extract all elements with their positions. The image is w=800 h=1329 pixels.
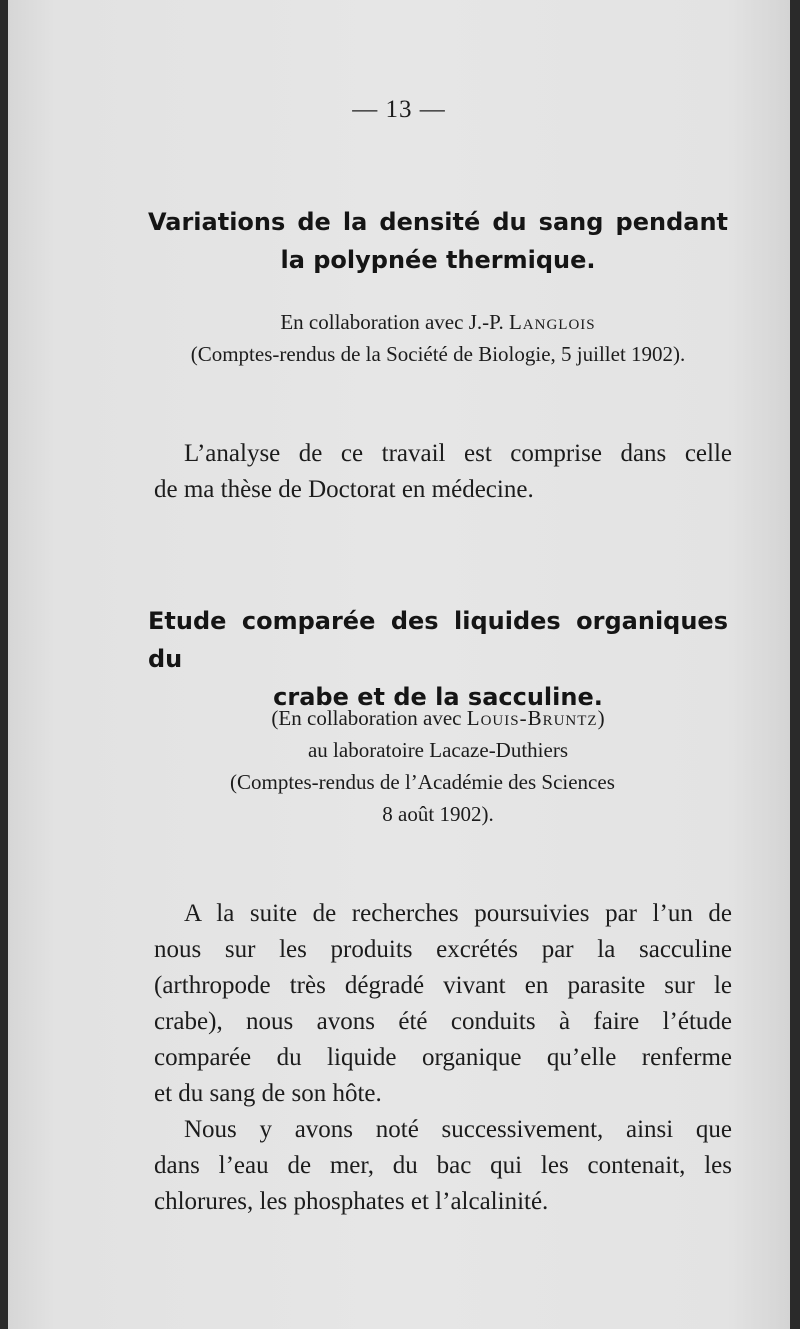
- section2-p1-line: nous sur les produits excrétés par la sacculine: [154, 936, 732, 963]
- section1-title-line1: Variations de la densité du sang pendant: [148, 208, 728, 236]
- section2-lab: au laboratoire Lacaze-Duthiers: [307, 738, 569, 762]
- section2-p1-line: crabe), nous avons été conduits à faire l’étude: [154, 1008, 732, 1035]
- section1-body-line1: L’analyse de ce travail est comprise dans celle: [184, 440, 732, 467]
- section2-title-line1: Etude comparée des liquides organiques du: [148, 607, 728, 673]
- section1-body-line2: de ma thèse de Doctorat en médecine.: [154, 476, 534, 503]
- section2-collab-name: Louis-Bruntz: [466, 706, 598, 730]
- section2-source-line2: 8 août 1902).: [382, 802, 494, 826]
- page-number: — 13 —: [352, 96, 446, 123]
- document-page: [8, 0, 790, 1329]
- section2-paragraph1: [154, 896, 732, 1112]
- section2-collab-prefix: (En collaboration avec: [271, 706, 467, 730]
- section1-body: [154, 436, 732, 508]
- section2-collab-suffix: ): [597, 706, 605, 730]
- section2-paragraph2: [154, 1112, 732, 1220]
- section1-collab-name: Langlois: [508, 310, 596, 334]
- section1-citation: [138, 306, 738, 370]
- section2-p2-line: dans l’eau de mer, du bac qui les contenait, les: [154, 1152, 732, 1179]
- section2-title-line2: crabe et de la sacculine.: [273, 683, 603, 711]
- section2-collaboration: [158, 702, 718, 734]
- section1-source: (Comptes-rendus de la Société de Biologie, 5 juillet 1902).: [190, 342, 686, 366]
- section2-p1-line: comparée du liquide organique qu’elle renferme: [154, 1044, 732, 1071]
- section1-collab-prefix: En collaboration avec J.-P.: [280, 310, 509, 334]
- section2-citation: [158, 702, 718, 830]
- section1-collaboration: [138, 306, 738, 338]
- section2-p2-line: chlorures, les phosphates et l’alcalinité.: [154, 1188, 549, 1215]
- section2-title: [148, 602, 728, 716]
- section1-title: [148, 203, 728, 279]
- section2-p1-line: et du sang de son hôte.: [154, 1080, 382, 1107]
- section1-title-line2: la polypnée thermique.: [280, 246, 596, 274]
- section2-source-line1: (Comptes-rendus de l’Académie des Sciences: [230, 770, 615, 794]
- section2-p1-line: A la suite de recherches poursuivies par l’un de: [184, 900, 732, 927]
- section2-p2-line: Nous y avons noté successivement, ainsi que: [184, 1116, 732, 1143]
- section2-p1-line: (arthropode très dégradé vivant en parasite sur le: [154, 972, 732, 999]
